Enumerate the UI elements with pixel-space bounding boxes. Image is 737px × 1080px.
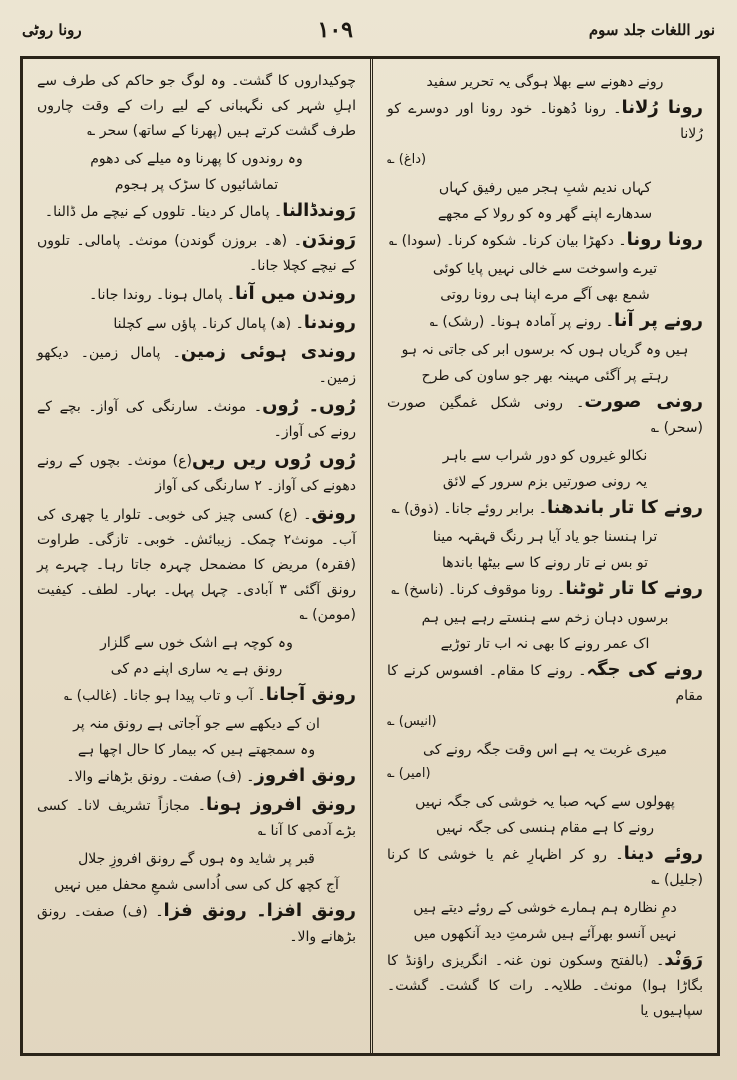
dictionary-entry	[37, 763, 356, 790]
entry-definition: ۔ (ف) صفت۔ رونق بڑھانے والا۔	[37, 904, 356, 945]
verse-line: آج کچھ کل کی سی اُداسی شمعِ محفل میں نہیں	[54, 877, 339, 893]
entry-headword: روئے دینا	[623, 843, 704, 864]
dictionary-entry	[37, 447, 356, 499]
verse-line: تیرے واسوخت سے خالی نہیں پایا کوئی	[432, 261, 658, 277]
dictionary-entry	[37, 792, 356, 844]
verse-line: نہیں آنسو بھرآئے ہیں شرمتِ دید آنکھوں میں	[413, 926, 677, 942]
verse-line: اک عمر رونے کا بھی نہ اب تار توڑیے	[440, 636, 650, 652]
entry-headword: رَوندَن	[301, 229, 356, 250]
dictionary-entry	[37, 69, 356, 144]
entry-headword: رَوَنْد	[664, 949, 703, 970]
verse-line: وہ سمجھتے ہیں کہ بیمار کا حال اچھا ہے	[77, 742, 316, 758]
entry-definition: ۔ مونث۔ سارنگی کی آواز۔ بچے کے رونے کی آواز۔	[37, 399, 356, 440]
entry-headword: رونے کا تار باندھنا	[546, 497, 703, 518]
dictionary-entry	[387, 95, 703, 147]
entry-definition: (ع) مونث۔ بچوں کے رونے دھونے کی آواز۔ ۲ سارنگی کی آواز	[37, 453, 356, 494]
left-column	[23, 59, 370, 1053]
dictionary-entry	[37, 281, 356, 308]
entry-headword: رونے پر آنا	[613, 310, 703, 331]
entry-definition: ۔ رونی شکل غمگین صورت (سحر) ؎	[387, 395, 703, 436]
verse-line: ہیں وہ گریاں ہوں کہ برسوں ابر کی جاتی نہ ہو	[401, 342, 689, 358]
dictionary-entry	[37, 198, 356, 225]
dictionary-entry	[37, 227, 356, 279]
entry-definition: ۔ پامال ہونا۔ روندا جانا۔	[89, 287, 236, 303]
poet-attribution: (انیس) ؎	[387, 714, 437, 729]
verse-line: ان کے دیکھے سے جو آجاتی ہے رونق منہ پر	[73, 716, 320, 732]
entry-headword: رونے کی جگہ	[586, 659, 703, 680]
verse-line: دمِ نظارہ ہم ہمارے خوشی کے روئے دیتے ہیں	[413, 900, 677, 916]
entry-headword: رَوندڈالنا	[282, 200, 356, 221]
entry-definition: ۔ رو کر اظہارِ غم یا خوشی کا کرنا (جلیل) ؎	[387, 847, 703, 888]
entry-headword: رونق افزا۔ رونق فزا	[163, 900, 356, 921]
verse-line: وہ کوچہ ہے اشک خوں سے گلزار	[100, 635, 293, 651]
entry-headword: رونق آجانا	[265, 684, 356, 705]
entry-definition: ۔ رونے کا مقام۔ افسوس کرنے کا مقام	[387, 663, 703, 704]
page-number: ١٠٩	[317, 17, 353, 43]
entry-definition: ۔ رونا دُھونا۔ خود رونا اور دوسرے کو رُلانا	[387, 101, 703, 142]
dictionary-entry	[37, 682, 356, 709]
entry-definition: ۔ پامال زمین۔ دیکھو زمین۔	[37, 345, 356, 386]
verse-line: شمع بھی آگے مرے اپنا ہی رونا روتی	[440, 287, 650, 303]
entry-definition: ۔ آب و تاب پیدا ہو جانا۔ (غالب) ؎	[63, 688, 266, 704]
dictionary-entry	[387, 947, 703, 1024]
guide-words: رونا روٹی	[22, 21, 82, 39]
entry-definition: ۔ پامال کر دینا۔ تلووں کے نیچے مل ڈالنا۔	[44, 204, 283, 220]
entry-definition: چوکیداروں کا گشت۔ وہ لوگ جو حاکم کی طرف سے اہلِ شہر کی نگہبانی کے لیے رات کے وقت چاروں طرف گشت کرتے ہیں (پھرنا کے ساتھ) سحر ؎	[37, 73, 356, 139]
entry-definition: ۔ رونے پر آمادہ ہونا۔ (رشک) ؎	[429, 314, 614, 330]
verse-line: میری غربت یہ ہے اس وقت جگہ رونے کی	[423, 742, 667, 758]
dictionary-entry	[387, 657, 703, 709]
entry-headword: روندی ہوئی زمین	[180, 341, 357, 362]
entry-definition: ۔ (ھ۔ بروزن گوندن) مونث۔ پامالی۔ تلووں کے نیچے کچلا جانا۔	[37, 233, 356, 274]
dictionary-entry	[387, 389, 703, 441]
entry-headword: رونق افروز ہونا	[205, 794, 356, 815]
entry-headword: روندنا	[303, 312, 356, 333]
entry-headword: رونا رونا	[626, 229, 703, 250]
verse-line: قبر پر شاید وہ ہوں گے رونق افروزِ جلال	[78, 851, 315, 867]
entry-headword: روندن میں آنا	[235, 283, 356, 304]
entry-definition: ۔ (بالفتح وسکون نون غنہ۔ انگریزی راؤنڈ کا بگاڑا ہوا) مونث۔ طلایہ۔ رات کا گشت۔ گشت۔ سپاہیوں یا	[387, 953, 703, 1019]
verse-line: رونق ہے یہ ساری اپنے دم کی	[110, 661, 283, 677]
entry-headword: رُوں۔ رُوں	[262, 395, 356, 416]
dictionary-entry	[37, 898, 356, 950]
poet-attribution: (امیر) ؎	[387, 766, 431, 781]
entry-headword: رونق	[311, 503, 356, 524]
verse-line: برسوں دہان زخم سے ہنستے رہے ہیں ہم	[421, 610, 669, 626]
entry-headword: رونق افروز	[254, 765, 356, 786]
verse-line: نکالو غیروں کو دور شراب سے باہر	[442, 448, 648, 464]
entry-headword: رُوں رُوں ریں ریں	[191, 449, 356, 470]
entry-headword: رونے کا تار ٹوٹنا	[565, 578, 703, 599]
verse-line: پھولوں سے کہہ صبا یہ خوشی کی جگہ نہیں	[415, 794, 675, 810]
entry-definition: ۔ (ف) صفت۔ رونق بڑھانے والا۔	[66, 769, 255, 785]
entry-definition: ۔ دکھڑا بیان کرنا۔ شکوہ کرنا۔ (سودا) ؎	[388, 233, 627, 249]
dictionary-entry	[387, 495, 703, 522]
dictionary-entry	[37, 339, 356, 391]
book-title: نور اللغات جلد سوم	[588, 21, 715, 39]
dictionary-entry	[387, 576, 703, 603]
poet-attribution: (داغ) ؎	[387, 152, 427, 167]
verse-line: تو بس نے تار رونے کا سے بیٹھا باندھا	[441, 555, 649, 571]
dictionary-entry	[37, 501, 356, 628]
entry-headword: رونا رُلانا	[621, 97, 703, 118]
entry-definition: ۔ برابر روئے جانا۔ (ذوق) ؎	[391, 501, 547, 517]
page-frame	[20, 56, 720, 1056]
verse-line: رونے دھونے سے بھلا ہوگی یہ تحریر سفید	[426, 74, 664, 90]
verse-line: رونے کا ہے مقام ہنسی کی جگہ نہیں	[435, 820, 655, 836]
page-header	[22, 12, 715, 48]
entry-definition: ۔ (ع) کسی چیز کی خوبی۔ تلوار یا چھری کی آب۔ مونث۲ چمک۔ زیبائش۔ خوبی۔ تازگی۔ طراوت (فقرہ) مریض کا مضمحل چہرہ جاتا رہا۔ چہرے پر رونق آگئی ۳ آبادی۔ چہل پہل۔ بہار۔ لطف۔ کیفیت (مومن) ؎	[37, 507, 356, 623]
entry-headword: رونی صورت	[584, 391, 703, 412]
entry-definition: ۔ (ھ) پامال کرنا۔ پاؤں سے کچلنا	[113, 316, 304, 332]
entry-definition: ۔ رونا موقوف کرنا۔ (ناسخ) ؎	[391, 582, 566, 598]
dictionary-entry	[37, 310, 356, 337]
verse-line: یہ رونی صورتیں بزم سرور کے لائق	[442, 474, 648, 490]
verse-line: سدھارے اپنے گھر وہ کو رولا کے مجھے	[437, 206, 653, 222]
verse-line: رہتے پر آگئی مہینہ بھر جو ساون کی طرح	[421, 368, 669, 384]
dictionary-entry	[37, 393, 356, 445]
verse-line: تماشائیوں کا سڑک پر ہجوم	[114, 177, 279, 193]
dictionary-entry	[387, 841, 703, 893]
verse-line: وہ روندوں کا پھرنا وہ میلے کی دھوم	[90, 151, 303, 167]
right-column	[370, 59, 717, 1053]
verse-line: ترا ہنسنا جو یاد آیا ہر رنگ قہقہہ مینا	[432, 529, 658, 545]
dictionary-entry	[387, 308, 703, 335]
entry-definition: ۔ مجازاً تشریف لانا۔ کسی بڑے آدمی کا آنا ؎	[37, 798, 356, 839]
verse-line: کہاں ندیم شبِ ہجر میں رفیق کہاں	[438, 180, 652, 196]
dictionary-entry	[387, 227, 703, 254]
